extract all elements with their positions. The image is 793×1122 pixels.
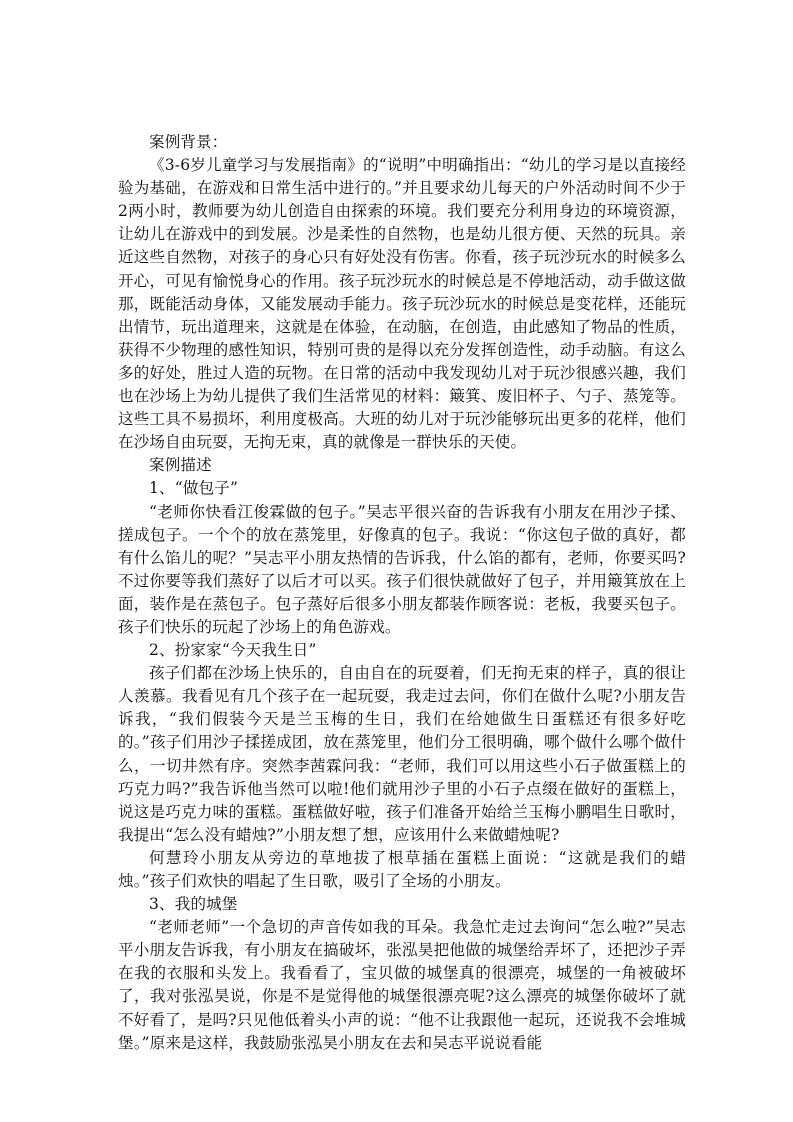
background-heading: 案例背景： — [149, 133, 228, 151]
section2-paragraph-2: 何慧玲小朋友从旁边的草地拔了根草插在蛋糕上面说：“这就是我们的蜡烛。”孩子们欢快的唱起了生日歌，吸引了全场的小朋友。 — [118, 848, 686, 890]
document-page — [118, 131, 686, 1055]
section2-paragraph-1: 孩子们都在沙场上快乐的，自由自在的玩耍着，们无拘无束的样子，真的很让人羡慕。我看见有几个孩子在一起玩耍，我走过去问，你们在做什么呢?小朋友告诉我，“我们假装今天是兰玉梅的生日，我们在给她做生日蛋糕还有很多好吃的。”孩子们用沙子揉搓成团，放在蒸笼里，他们分工很明确，哪个做什么哪个做什么，一切井然有序。突然李茜霖问我：“老师，我们可以用这些小石子做蛋糕上的巧克力吗?”我告诉他当然可以啦!他们就用沙子里的小石子点缀在做好的蛋糕上，说这是巧克力味的蛋糕。蛋糕做好啦，孩子们准备开始给兰玉梅小鹏唱生日歌时，我提出“怎么没有蜡烛?”小朋友想了想，应该用什么来做蜡烛呢? — [118, 664, 686, 844]
section3-title: 3、我的城堡 — [149, 895, 238, 914]
section1-title: 1、“做包子” — [149, 479, 239, 498]
description-heading: 案例描述 — [149, 456, 212, 475]
section2-title: 2、扮家家“今天我生日” — [149, 641, 317, 660]
background-paragraph: 《3-6岁儿童学习与发展指南》的“说明”中明确指出：“幼儿的学习是以直接经验为基础，在游戏和日常生活中进行的。”并且要求幼儿每天的户外活动时间不少于2两小时，教师要为幼儿创造自由探索的环境。我们要充分利用身边的环境资源，让幼儿在游戏中的到发展。沙是柔性的自然物，也是幼儿很方便、天然的玩具。亲近这些自然物，对孩子的身心只有好处没有伤害。你看，孩子玩沙玩水的时候多么开心，可见有愉悦身心的作用。孩子玩沙玩水的时候总是不停地活动，动手做这做那，既能活动身体，又能发展动手能力。孩子玩沙玩水的时候总是变花样，还能玩出情节，玩出道理来，这就是在体验，在动脑，在创造，由此感知了物品的性质，获得不少物理的感性知识，特别可贵的是得以充分发挥创造性，动手动脑。有这么多的好处，胜过人造的玩物。在日常的活动中我发现幼儿对于玩沙很感兴趣，我们也在沙场上为幼儿提供了我们生活常见的材料：簸箕、废旧杯子、勺子、蒸笼等。这些工具不易损坏，利用度极高。大班的幼儿对于玩沙能够玩出更多的花样，他们在沙场自由玩耍，无拘无束，真的就像是一群快乐的天使。 — [118, 156, 686, 452]
section1-paragraph: “老师你快看江俊霖做的包子。”吴志平很兴奋的告诉我有小朋友在用沙子揉、搓成包子。一个个的放在蒸笼里，好像真的包子。我说：“你这包子做的真好，都有什么馅儿的呢？”吴志平小朋友热情的告诉我，什么馅的都有，老师，你要买吗?不过你要等我们蒸好了以后才可以买。孩子们很快就做好了包子，并用簸箕放在上面，装作是在蒸包子。包子蒸好后很多小朋友都装作顾客说：老板，我要买包子。孩子们快乐的玩起了沙场上的角色游戏。 — [118, 502, 686, 636]
section3-paragraph: “老师老师”一个急切的声音传如我的耳朵。我急忙走过去询问“怎么啦?”吴志平小朋友告诉我，有小朋友在搞破坏，张泓昊把他做的城堡给弄坏了，还把沙子弄在我的衣服和头发上。我看看了，宝贝做的城堡真的很漂亮，城堡的一角被破坏了，我对张泓昊说，你是不是觉得他的城堡很漂亮呢?这么漂亮的城堡你破坏了就不好看了，是吗?只见他低着头小声的说：“他不让我跟他一起玩，还说我不会堆城堡。”原来是这样，我鼓励张泓昊小朋友在去和吴志平说说看能 — [118, 918, 686, 1052]
